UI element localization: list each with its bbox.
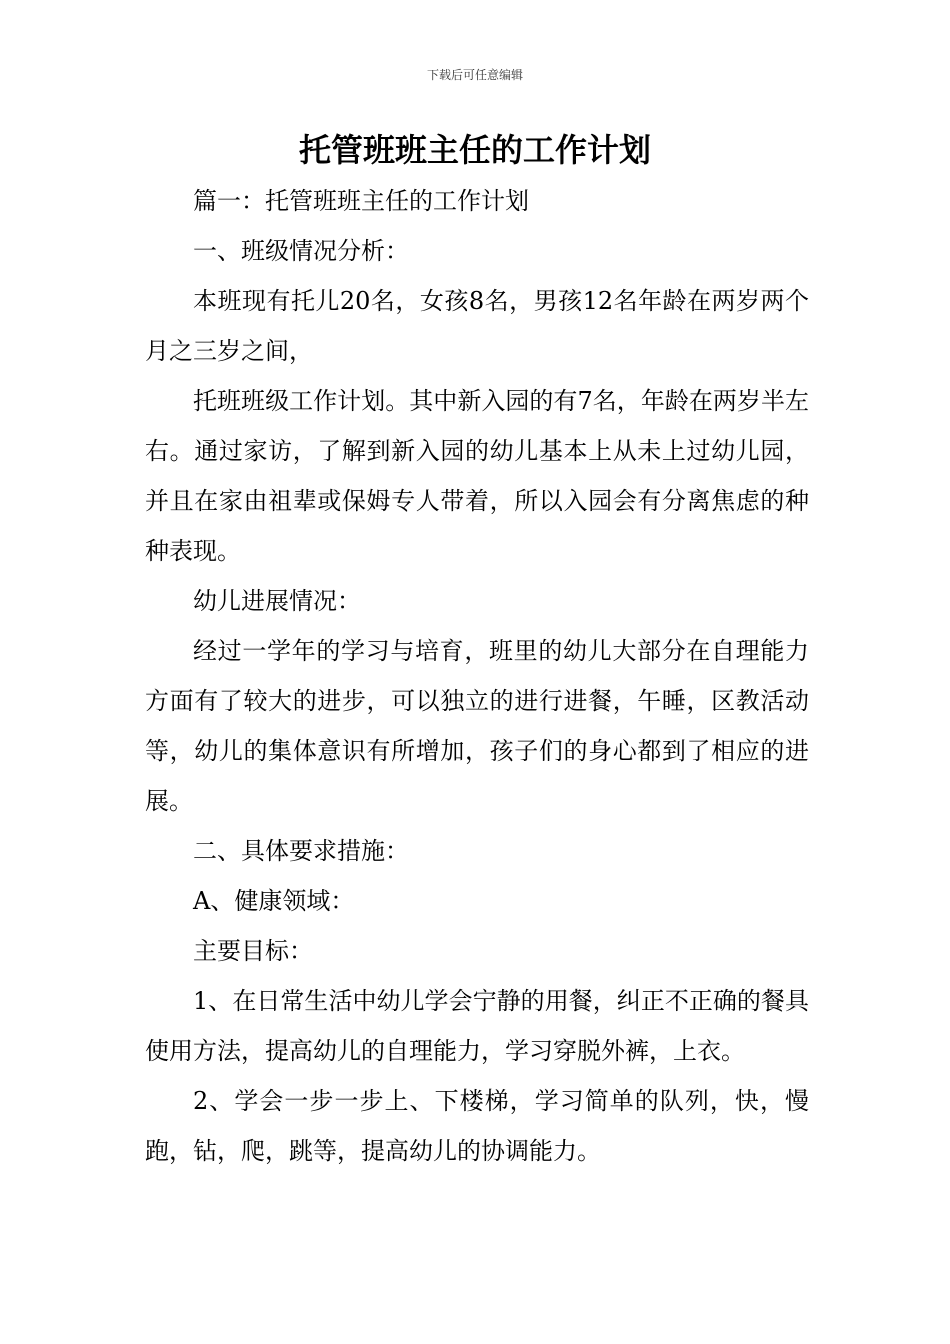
paragraph-health-heading: A、健康领域： (193, 887, 355, 915)
paragraph-goals-heading: 主要目标： (193, 937, 313, 965)
paragraph-new-children: 托班班级工作计划。其中新入园的有7名，年龄在两岁半左右。通过家访，了解到新入园的幼儿基本上从未上过幼儿园，并且在家由祖辈或保姆专人带着，所以入园会有分离焦虑的种种表现。 (145, 387, 809, 565)
paragraph-measures-heading: 二、具体要求措施： (193, 837, 409, 865)
paragraph-section-heading: 篇一：托管班班主任的工作计划 (193, 187, 529, 215)
paragraph-class-size: 本班现有托儿20名，女孩8名，男孩12名年龄在两岁两个月之三岁之间， (145, 287, 809, 365)
paragraph-progress-heading: 幼儿进展情况： (193, 587, 361, 615)
document-title: 托管班班主任的工作计划 (298, 131, 651, 169)
paragraph-progress: 经过一学年的学习与培育，班里的幼儿大部分在自理能力方面有了较大的进步，可以独立的进行进餐，午睡，区教活动等，幼儿的集体意识有所增加，孩子们的身心都到了相应的进展。 (145, 637, 809, 815)
paragraph-class-analysis-heading: 一、班级情况分析： (193, 237, 409, 265)
paragraph-goal-2: 2、学会一步一步上、下楼梯，学习简单的队列，快，慢跑，钻，爬，跳等，提高幼儿的协调能力。 (145, 1087, 809, 1165)
header-note: 下载后可任意编辑 (426, 68, 523, 82)
paragraph-goal-1: 1、在日常生活中幼儿学会宁静的用餐，纠正不正确的餐具使用方法，提高幼儿的自理能力，学习穿脱外裤，上衣。 (145, 987, 809, 1065)
document-body (145, 176, 809, 1176)
